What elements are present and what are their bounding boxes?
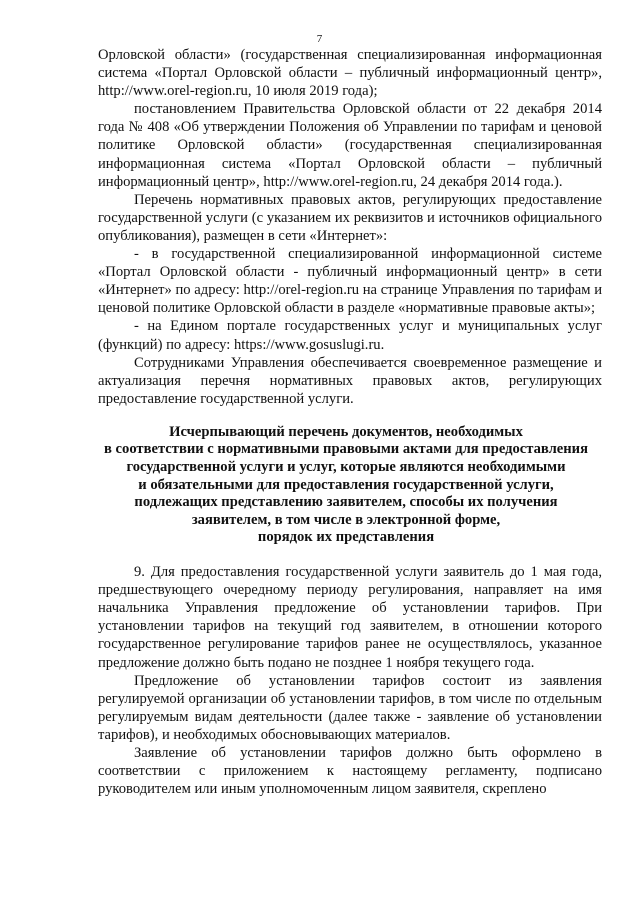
heading-line: в соответствии с нормативными правовыми актами для предоставления [104,441,588,458]
heading-line: подлежащих представлению заявителем, способы их получения [134,494,558,511]
paragraph-continuation: Орловской области» (государственная специализированная информационная система «Портал Орловской области – публичный информационный центр», http://www.orel-region.ru, 10 июля 2019 года); [98,47,602,100]
page-number: 7 [316,33,323,45]
paragraph-portal-gosuslugi: - на Едином портале государственных услуг и муниципальных услуг (функций) по адресу: https://www.gosuslugi.ru. [98,318,602,353]
heading-line: Исчерпывающий перечень документов, необходимых [169,423,523,440]
paragraph-proposal-composition: Предложение об установлении тарифов состоит из заявления регулируемой организации об установлении тарифов, в том числе по отдельным регулируемым видам деятельности (далее также - заявление об установлении тарифов), и необходимых обосновывающих материалов. [98,672,602,743]
document-body [98,46,602,798]
heading-line: порядок их представления [257,529,435,546]
paragraph-resolution: постановлением Правительства Орловской области от 22 декабря 2014 года № 408 «Об утверждении Положения об Управлении по тарифам и ценовой политике Орловской области» (государственная специализированная информационная система «Портал Орловской области – публичный информационный центр», http://www.orel-region.ru, 24 декабря 2014 года.). [98,101,602,190]
paragraph-staff-duty: Сотрудниками Управления обеспечивается своевременное размещение и актуализация перечня нормативных правовых актов, регулирующих предоставление государственной услуги. [98,354,602,407]
heading-line: государственной услуги и услуг, которые являются необходимыми [126,459,566,476]
paragraph-portal-orel: - в государственной специализированной информационной системе «Портал Орловской области - публичный информационный центр» в сети «Интернет» по адресу: http://orel-region.ru на странице Управления по тарифам и ценовой политике Орловской области в разделе «нормативные правовые акты»; [98,246,602,317]
paragraph-application-format: Заявление об установлении тарифов должно быть оформлено в соответствии с приложением к настоящему регламенту, подписано руководителем или иным уполномоченным лицом заявителя, скреплено [98,744,602,798]
section-heading [90,424,602,547]
paragraph-item-9: 9. Для предоставления государственной услуги заявитель до 1 мая года, предшествующего очередному периоду регулирования, направляет на имя начальника Управления предложение об установлении тарифов. При установлении тарифов на текущий год заявителем, в отношении которого государственное регулирование тарифов ранее не осуществлялось, указанное предложение должно быть подано не позднее 1 ноября текущего года. [98,564,602,671]
heading-line: заявителем, в том числе в электронной форме, [191,511,501,528]
heading-line: и обязательными для предоставления государственной услуги, [138,476,554,493]
paragraph-acts-list: Перечень нормативных правовых актов, регулирующих предоставление государственной услуги (с указанием их реквизитов и источников официального опубликования), размещен в сети «Интернет»: [98,191,602,244]
